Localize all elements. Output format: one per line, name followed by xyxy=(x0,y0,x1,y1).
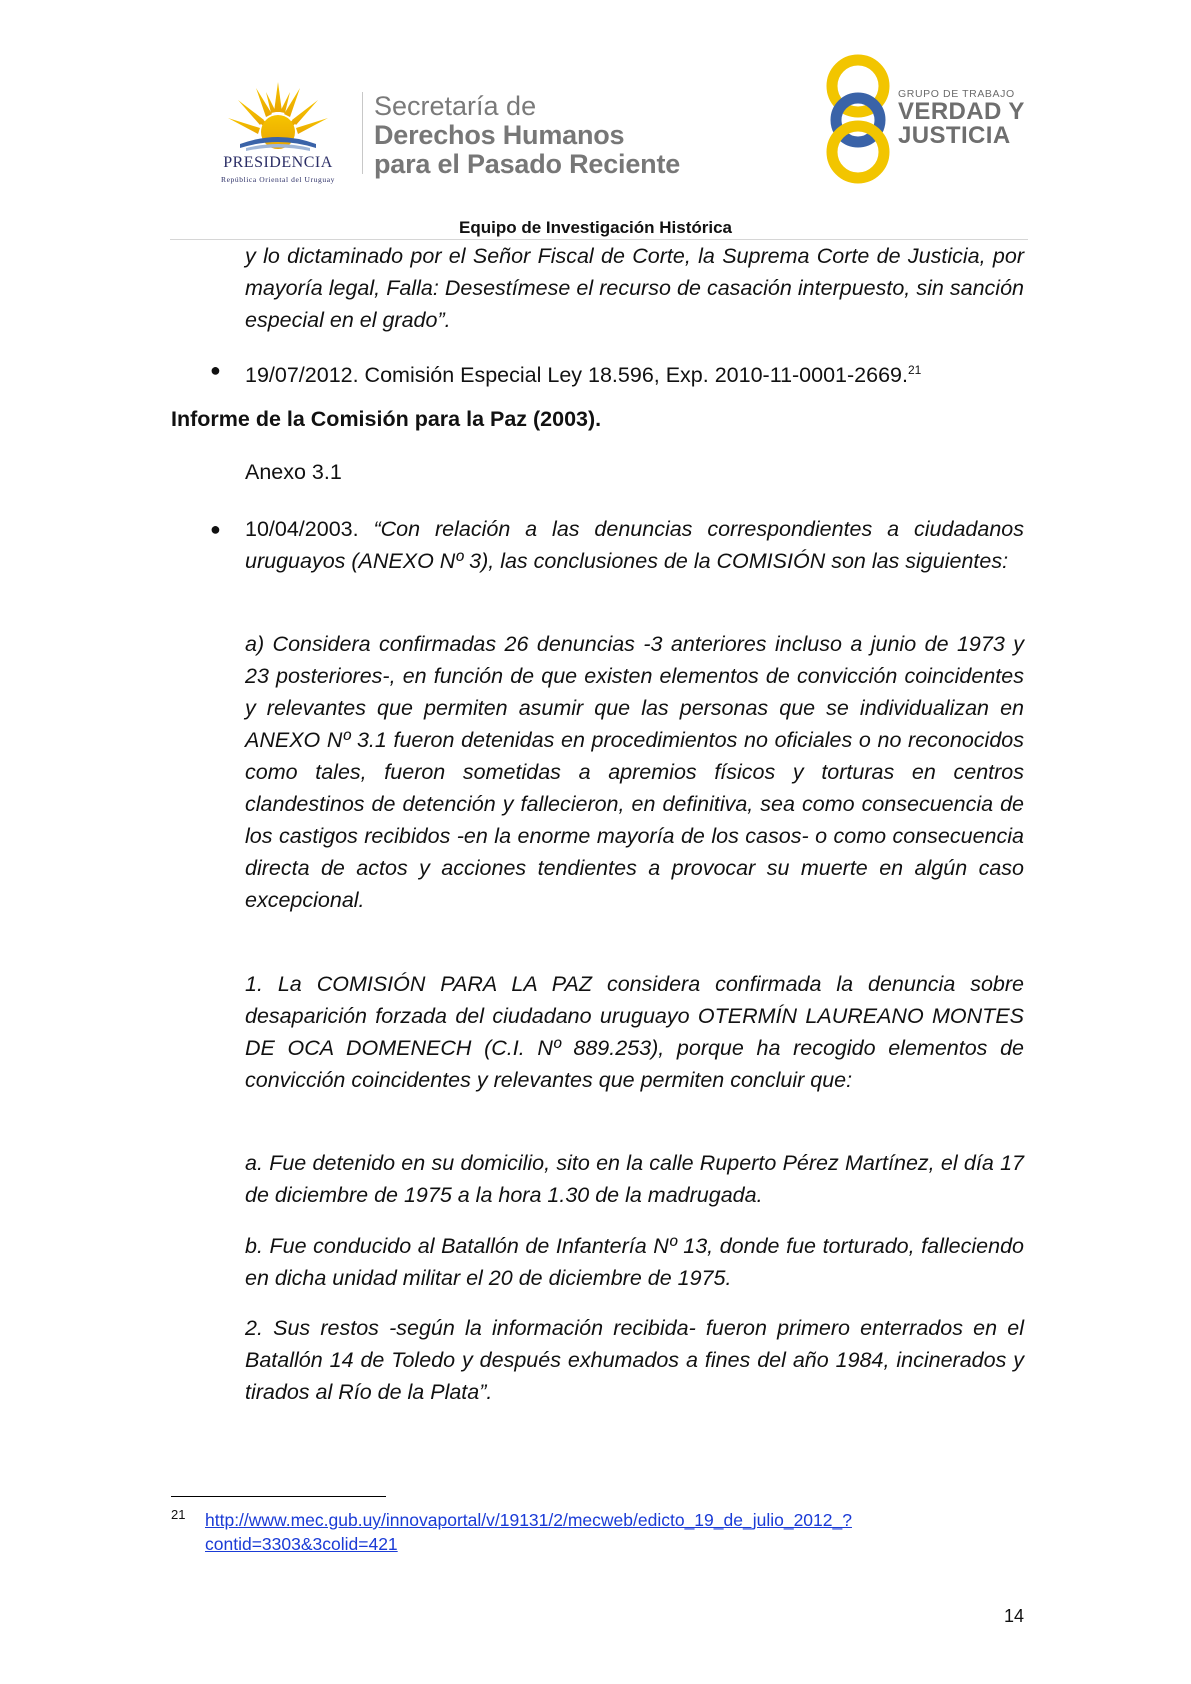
footnote-link[interactable] xyxy=(205,1508,965,1556)
gt-small-label: GRUPO DE TRABAJO xyxy=(898,88,1015,100)
section-heading: Informe de la Comisión para la Paz (2003). xyxy=(171,407,602,431)
gt-logo-text xyxy=(898,88,1025,148)
gt-line-2: JUSTICIA xyxy=(898,122,1011,149)
anexo-label: Anexo 3.1 xyxy=(245,460,342,484)
paragraph-a: a) Considera confirmadas 26 denuncias -3 anteriores incluso a junio de 1973 y 23 posteriores-, en función de que existen elementos de convicción coincidentes y relevantes que permiten asumir que las personas que se individualizan en ANEXO Nº 3.1 fueron detenidas en procedimientos no oficiales o no reconocidos como tales, fueron sometidas a apremios físicos y torturas en centros clandestinos de detención y fallecieron, en definitiva, sea como consecuencia de los castigos recibidos -en la enorme mayoría de los casos- o como consecuencia directa de actos y acciones tendientes a provocar su muerte en algún caso excepcional. xyxy=(245,632,1024,912)
page-header xyxy=(0,0,1191,237)
bullet-marker: ● xyxy=(210,519,221,539)
gt-line-1: VERDAD Y xyxy=(898,98,1025,125)
bullet-date: 10/04/2003. xyxy=(245,517,359,541)
bullet-marker: ● xyxy=(210,360,221,380)
linked-rings-icon xyxy=(820,54,896,184)
bullet-text: 19/07/2012. Comisión Especial Ley 18.596, Exp. 2010-11-0001-2669. xyxy=(245,363,908,388)
logo-divider xyxy=(362,92,363,174)
bullet-item xyxy=(245,513,1024,577)
bullet-item xyxy=(245,354,1024,391)
secretaria-line-2: Derechos Humanos xyxy=(374,120,625,150)
footnote-ref: 21 xyxy=(907,363,922,377)
presidencia-subtitle: República Oriental del Uruguay xyxy=(220,175,335,184)
footnote-separator xyxy=(171,1496,386,1497)
paragraph-1b: b. Fue conducido al Batallón de Infantería Nº 13, donde fue torturado, falleciendo en dicha unidad militar el 20 de diciembre de 1975. xyxy=(245,1234,1024,1290)
paragraph-1a: a. Fue detenido en su domicilio, sito en la calle Ruperto Pérez Martínez, el día 17 de diciembre de 1975 a la hora 1.30 de la madrugada. xyxy=(245,1151,1024,1207)
bullet-quote: “Con relación a las denuncias correspondientes a ciudadanos uruguayos (ANEXO Nº 3), las conclusiones de la COMISIÓN son las siguientes: xyxy=(245,517,1024,573)
presidencia-name: PRESIDENCIA xyxy=(223,154,333,171)
page-number: 14 xyxy=(1004,1606,1025,1626)
secretaria-line-3: para el Pasado Reciente xyxy=(374,149,681,179)
secretaria-line-1: Secretaría de xyxy=(374,91,537,121)
paragraph-continued: y lo dictaminado por el Señor Fiscal de Corte, la Suprema Corte de Justicia, por mayoría legal, Falla: Desestímese el recurso de casación interpuesto, sin sanción especial en el grado”. xyxy=(245,244,1024,332)
footnote-link-line-2[interactable]: contid=3303&3colid=421 xyxy=(205,1534,398,1554)
paragraph-1: 1. La COMISIÓN PARA LA PAZ considera confirmada la denuncia sobre desaparición forzada del ciudadano uruguayo OTERMÍN LAUREANO MONTES DE OCA DOMENECH (C.I. Nº 889.253), porque ha recogido elementos de convicción coincidentes y relevantes que permiten concluir que: xyxy=(245,972,1024,1092)
footnote-number: 21 xyxy=(171,1507,186,1522)
paragraph-2: 2. Sus restos -según la información recibida- fueron primero enterrados en el Batallón 14 de Toledo y después exhumados a fines del año 1984, incinerados y tirados al Río de la Plata”. xyxy=(245,1316,1024,1404)
sun-emblem-icon xyxy=(226,82,330,152)
verdad-justicia-logo xyxy=(820,54,1050,184)
presidencia-logo xyxy=(198,82,358,182)
footnote-link-line-1[interactable]: http://www.mec.gub.uy/innovaportal/v/19131/2/mecweb/edicto_19_de_julio_2012_? xyxy=(205,1510,852,1530)
secretaria-title xyxy=(374,92,680,179)
team-title: Equipo de Investigación Histórica xyxy=(459,218,732,237)
